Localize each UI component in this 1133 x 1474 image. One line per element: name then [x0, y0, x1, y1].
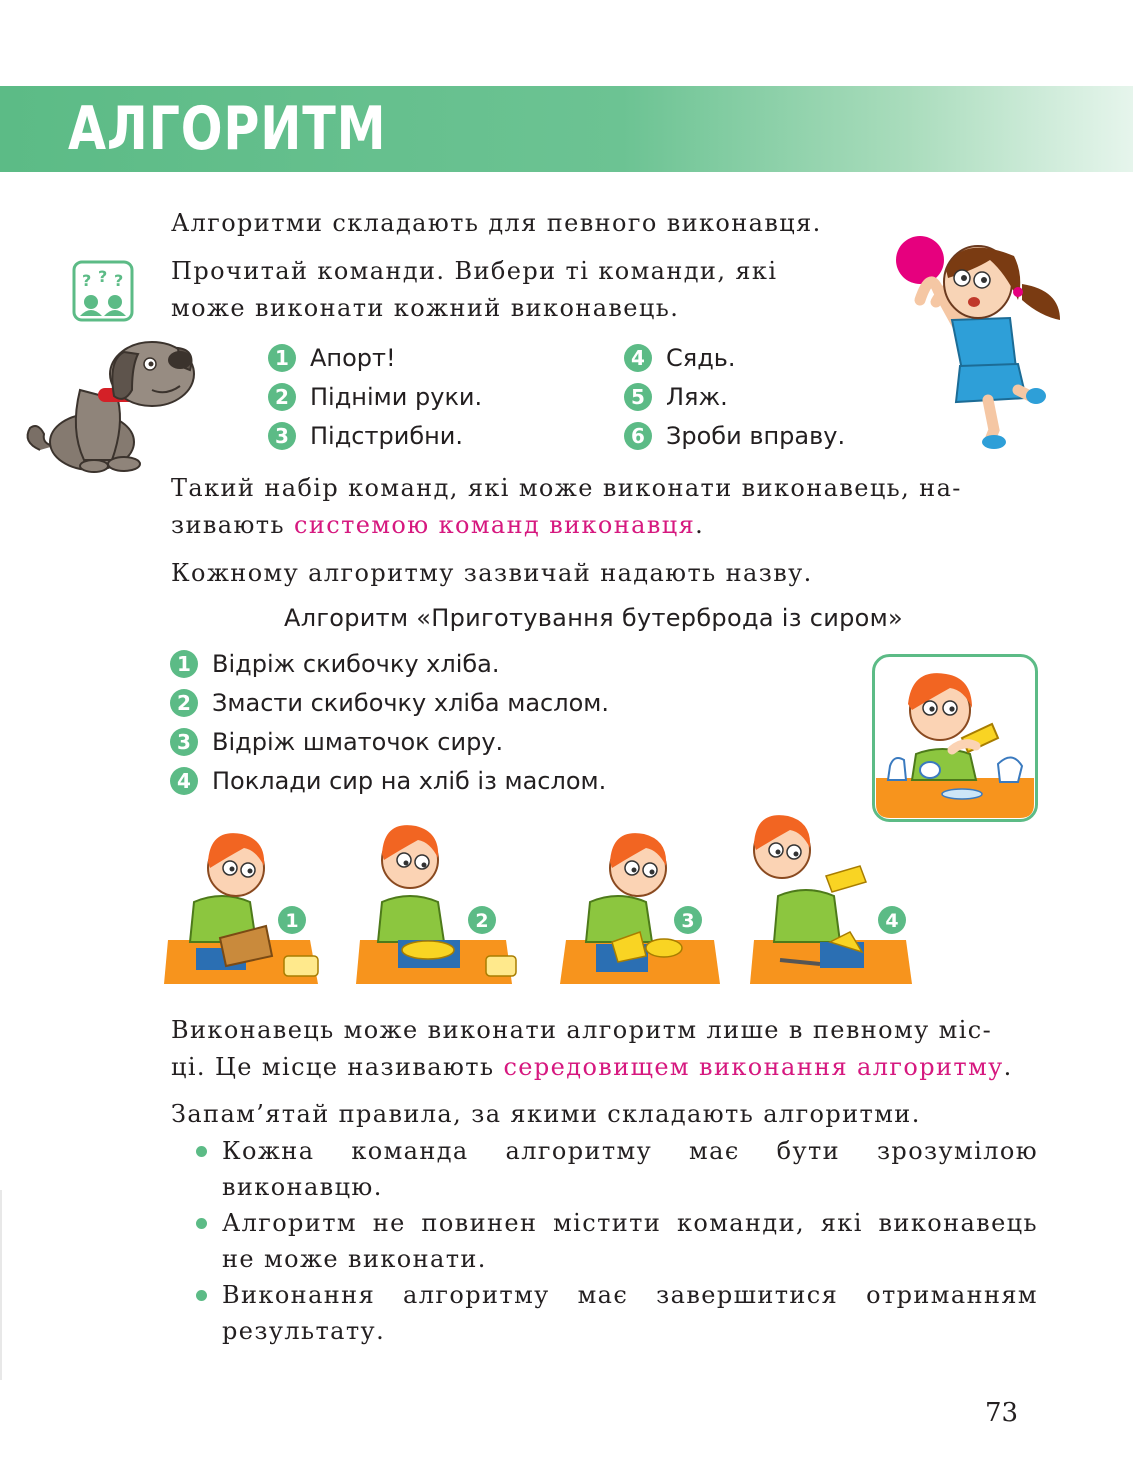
rule-item	[196, 1205, 1038, 1277]
command-number: 2	[268, 383, 296, 411]
rule-item	[196, 1277, 1038, 1349]
scene-number: 4	[885, 910, 899, 932]
scene-number: 2	[475, 910, 489, 932]
command-item	[624, 338, 736, 376]
step-number: 2	[170, 689, 198, 717]
margin-line	[0, 1190, 2, 1380]
command-number: 1	[268, 344, 296, 372]
boy-eating-sandwich-illustration	[872, 654, 1038, 822]
think-icon	[72, 260, 134, 322]
command-number: 5	[624, 383, 652, 411]
bullet-icon	[196, 1218, 207, 1229]
command-text: Ляж.	[666, 383, 728, 411]
system-def-line-2	[171, 507, 704, 544]
naming-text: Кожному алгоритму зазвичай надають назву.	[171, 559, 813, 587]
system-def-prefix: зивають	[171, 511, 294, 539]
command-item	[268, 416, 463, 454]
step-text: Змасти скибочку хліба маслом.	[212, 689, 609, 717]
scene-2	[356, 825, 516, 984]
algorithm-step	[170, 721, 503, 761]
command-text: Сядь.	[666, 344, 736, 372]
scene-3	[560, 833, 720, 984]
system-def-term: системою команд виконавця	[293, 511, 696, 539]
task-line-1: Прочитай команди. Вибери ті команди, які	[171, 257, 778, 285]
command-item	[268, 338, 396, 376]
scene-number: 3	[681, 910, 695, 932]
step-number: 1	[170, 650, 198, 678]
rule-text: Виконання алгоритму має завершитися отриманням результату.	[222, 1281, 1038, 1345]
command-number: 3	[268, 422, 296, 450]
algorithm-step	[170, 760, 606, 800]
command-number: 4	[624, 344, 652, 372]
environment-def-line-1: Виконавець може виконати алгоритм лише в певному міс-	[171, 1016, 993, 1044]
svg-text:?: ?	[82, 271, 92, 290]
scene-number: 1	[285, 910, 299, 932]
svg-text:?: ?	[98, 267, 108, 286]
system-def-line-1: Такий набір команд, які може виконати виконавець, на-	[171, 474, 962, 502]
task-line-2: може виконати кожний виконавець.	[171, 294, 680, 322]
intro-text: Алгоритми складають для певного виконавця.	[171, 209, 822, 237]
algorithm-step	[170, 643, 500, 683]
command-number: 6	[624, 422, 652, 450]
scene-4	[750, 815, 912, 984]
command-item	[268, 377, 482, 415]
sandwich-steps-illustration	[160, 810, 920, 990]
page-title: АЛГОРИТМ	[68, 94, 387, 164]
rule-text: Алгоритм не повинен містити команди, які виконавець не може виконати.	[222, 1209, 1038, 1273]
bullet-icon	[196, 1146, 207, 1157]
command-text: Зроби вправу.	[666, 422, 846, 450]
step-text: Поклади сир на хліб із маслом.	[212, 767, 607, 795]
command-item	[624, 416, 845, 454]
environment-def-prefix: ці. Це місце називають	[171, 1053, 504, 1081]
algorithm-title: Алгоритм «Приготування бутерброда із сиром»	[284, 604, 904, 632]
command-text: Підніми руки.	[310, 383, 483, 411]
step-number: 3	[170, 728, 198, 756]
command-text: Апорт!	[310, 344, 396, 372]
page-number: 73	[985, 1398, 1019, 1428]
environment-def-line-2	[171, 1049, 1013, 1086]
step-text: Відріж скибочку хліба.	[212, 650, 500, 678]
rule-item	[196, 1133, 1038, 1205]
step-text: Відріж шматочок сиру.	[212, 728, 504, 756]
rule-text: Кожна команда алгоритму має бути зрозумілою виконавцю.	[222, 1137, 1038, 1201]
bullet-icon	[196, 1290, 207, 1301]
rules-intro: Запам’ятай правила, за якими складають алгоритми.	[171, 1100, 921, 1128]
command-item	[624, 377, 728, 415]
environment-def-suffix: .	[1003, 1053, 1013, 1081]
algorithm-step	[170, 682, 609, 722]
system-def-suffix: .	[695, 511, 705, 539]
command-text: Підстрибни.	[310, 422, 464, 450]
girl-with-ball-illustration	[890, 230, 1100, 455]
dog-illustration	[20, 330, 200, 475]
step-number: 4	[170, 767, 198, 795]
scene-1	[164, 833, 318, 984]
svg-text:?: ?	[114, 271, 124, 290]
environment-def-term: середовищем виконання алгоритму	[503, 1053, 1004, 1081]
header-banner	[0, 86, 1133, 172]
